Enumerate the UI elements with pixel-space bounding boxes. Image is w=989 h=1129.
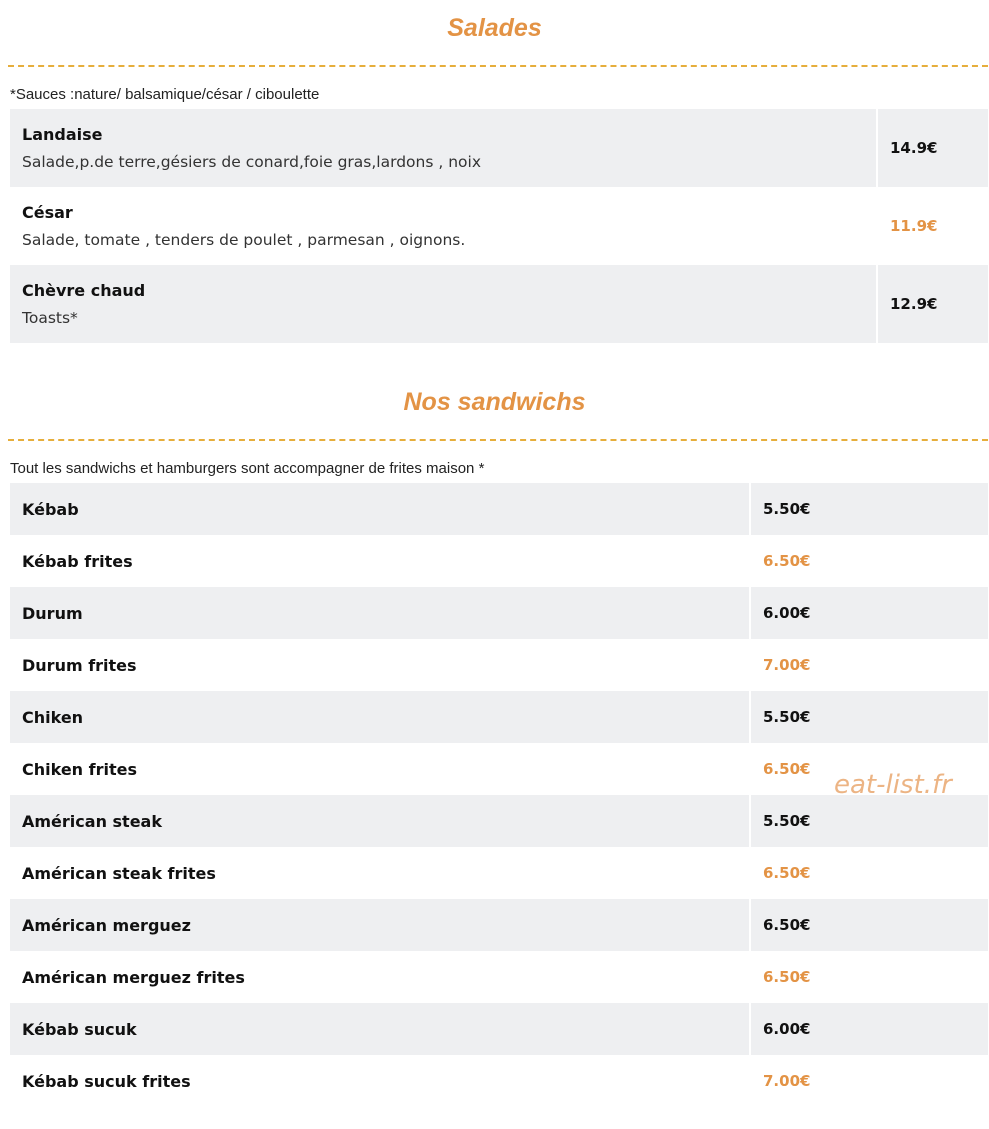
item-cell	[10, 691, 750, 743]
menu-item-row	[10, 265, 988, 343]
price-cell	[750, 483, 988, 535]
item-name: Américan merguez	[22, 915, 191, 935]
item-name: Chiken frites	[22, 759, 137, 779]
item-cell	[10, 899, 750, 951]
menu-item-row	[10, 691, 988, 743]
item-price: 12.9€	[890, 295, 938, 313]
price-cell	[877, 109, 988, 187]
item-cell	[10, 265, 877, 343]
price-cell	[750, 691, 988, 743]
watermark-text: eat-list.fr	[834, 770, 952, 800]
item-name: Kébab	[22, 499, 79, 519]
salades-title: Salades	[447, 14, 542, 42]
item-cell	[10, 743, 750, 795]
item-cell	[10, 1055, 750, 1107]
price-cell	[750, 951, 988, 1003]
item-cell	[10, 639, 750, 691]
price-cell	[877, 187, 988, 265]
item-price: 14.9€	[890, 139, 938, 157]
item-name: Durum frites	[22, 655, 137, 675]
menu-item-row	[10, 1055, 988, 1107]
item-price: 7.00€	[763, 1072, 811, 1090]
item-name: Durum	[22, 603, 83, 623]
sandwichs-divider	[8, 439, 988, 441]
price-cell	[750, 795, 988, 847]
item-name: Américan steak	[22, 811, 162, 831]
item-price: 6.50€	[763, 760, 811, 778]
item-cell	[10, 795, 750, 847]
salades-table	[10, 109, 988, 343]
menu-item-row	[10, 109, 988, 187]
item-cell	[10, 847, 750, 899]
menu-item-row	[10, 639, 988, 691]
price-cell	[750, 535, 988, 587]
sandwichs-title: Nos sandwichs	[403, 388, 586, 416]
item-cell	[10, 587, 750, 639]
item-price: 11.9€	[890, 217, 938, 235]
item-price: 5.50€	[763, 812, 811, 830]
item-price: 5.50€	[763, 500, 811, 518]
menu-item-row	[10, 847, 988, 899]
item-description: Salade, tomate , tenders de poulet , parmesan , oignons.	[22, 231, 466, 249]
price-cell	[750, 899, 988, 951]
menu-item-row	[10, 899, 988, 951]
item-price: 7.00€	[763, 656, 811, 674]
menu-item-row	[10, 187, 988, 265]
price-cell	[750, 587, 988, 639]
item-name: Kébab frites	[22, 551, 133, 571]
menu-item-row	[10, 951, 988, 1003]
item-name: Chèvre chaud	[22, 281, 146, 300]
menu-item-row	[10, 1003, 988, 1055]
item-name: Chiken	[22, 707, 84, 727]
item-name: Américan merguez frites	[22, 967, 245, 987]
item-description: Toasts*	[22, 309, 78, 327]
item-price: 6.50€	[763, 864, 811, 882]
menu-item-row	[10, 535, 988, 587]
item-price: 5.50€	[763, 708, 811, 726]
item-cell	[10, 109, 877, 187]
sandwichs-note: Tout les sandwichs et hamburgers sont accompagner de frites maison *	[10, 460, 485, 477]
item-cell	[10, 535, 750, 587]
item-cell	[10, 951, 750, 1003]
price-cell	[750, 1055, 988, 1107]
item-cell	[10, 483, 750, 535]
menu-item-row	[10, 795, 988, 847]
price-cell	[877, 265, 988, 343]
item-price: 6.50€	[763, 968, 811, 986]
price-cell	[750, 847, 988, 899]
menu-item-row	[10, 483, 988, 535]
item-cell	[10, 1003, 750, 1055]
item-price: 6.00€	[763, 604, 811, 622]
price-cell	[750, 639, 988, 691]
salades-divider	[8, 65, 988, 67]
item-name: Kébab sucuk	[22, 1019, 137, 1039]
item-name: Kébab sucuk frites	[22, 1071, 191, 1091]
item-name: Landaise	[22, 125, 103, 144]
item-price: 6.00€	[763, 1020, 811, 1038]
item-name: Américan steak frites	[22, 863, 216, 883]
menu-item-row	[10, 587, 988, 639]
price-cell	[750, 1003, 988, 1055]
salades-sauces-note: *Sauces :nature/ balsamique/césar / ciboulette	[10, 86, 320, 103]
item-name: César	[22, 203, 73, 222]
item-price: 6.50€	[763, 916, 811, 934]
item-cell	[10, 187, 877, 265]
item-description: Salade,p.de terre,gésiers de conard,foie gras,lardons , noix	[22, 153, 481, 171]
item-price: 6.50€	[763, 552, 811, 570]
